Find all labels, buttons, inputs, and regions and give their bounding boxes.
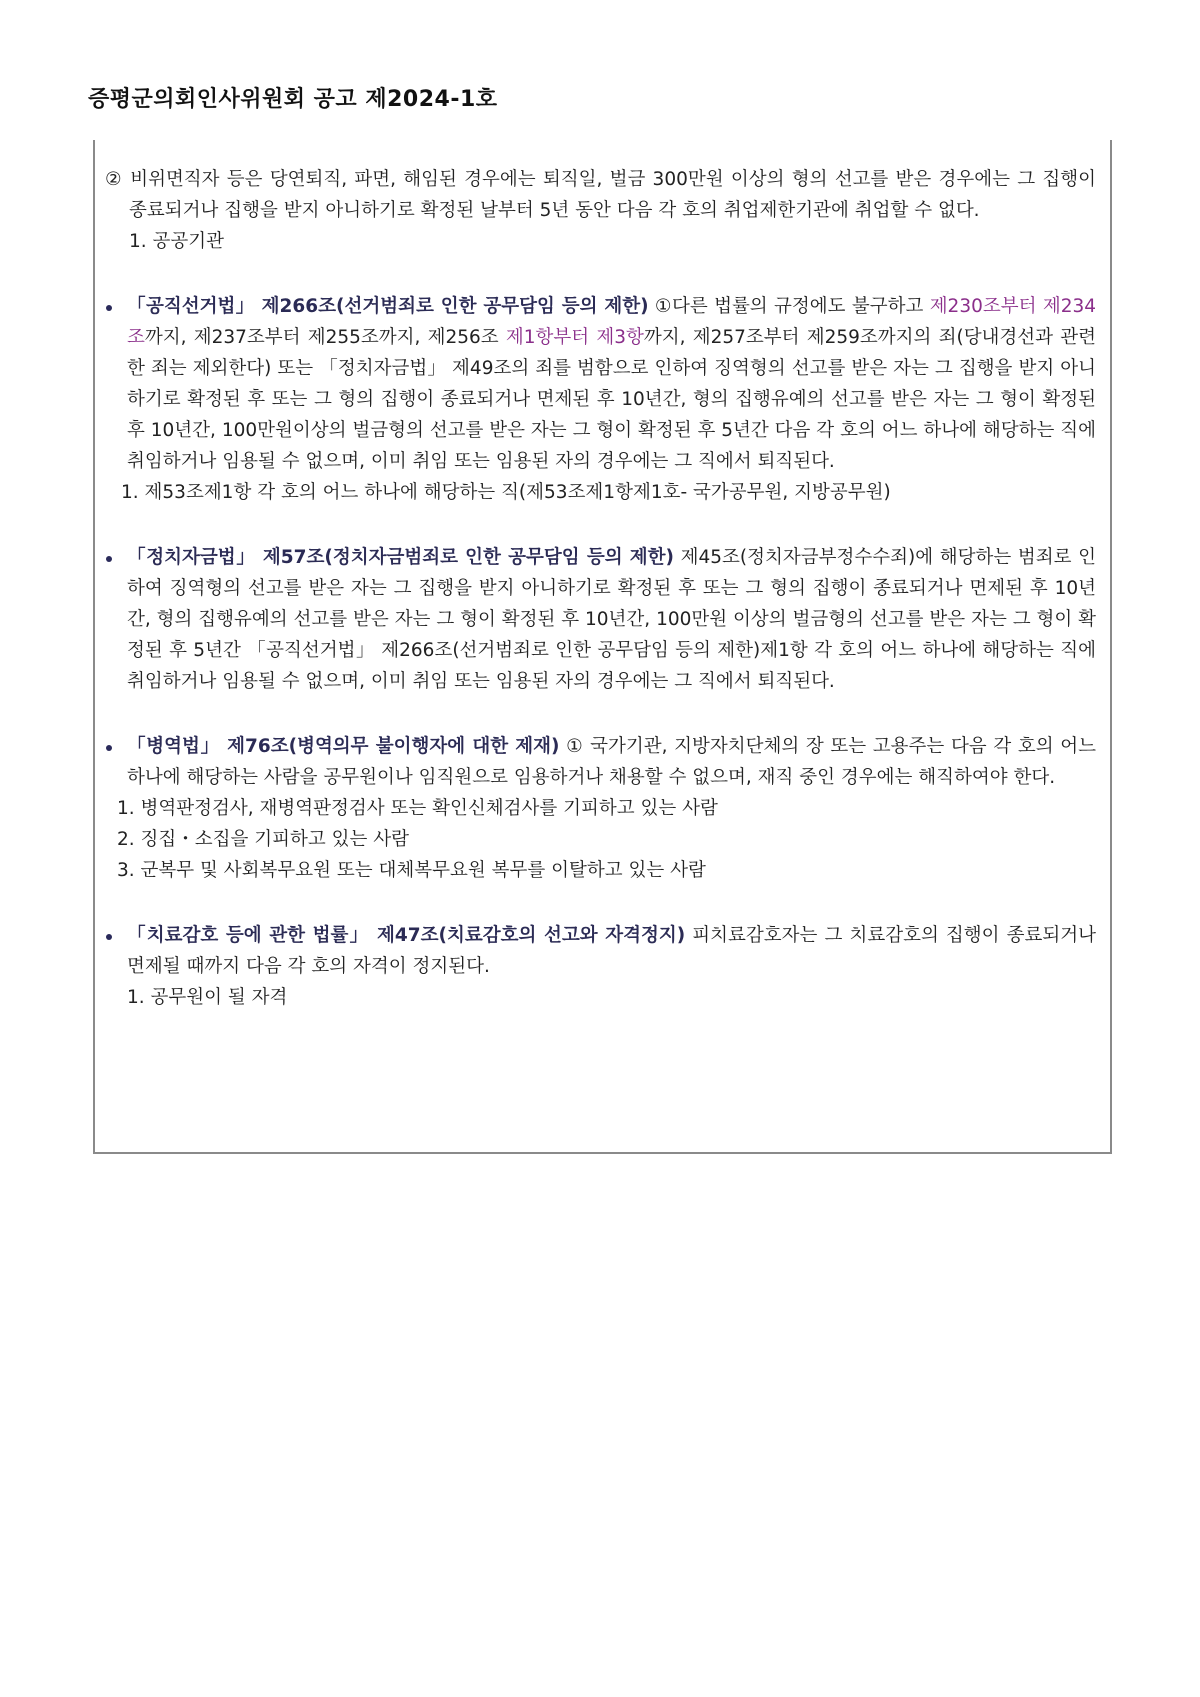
bullet-icon [106,556,112,562]
section-medical-custody-law [105,920,1096,1013]
paragraph [127,542,1096,697]
law-title: 「공직선거법」 제266조(선거범죄로 인한 공무담임 등의 제한) [127,296,649,317]
list-item: 1. 공공기관 [129,231,225,252]
law-title: 「치료감호 등에 관한 법률」 제47조(치료감호의 선고와 자격정지) [127,925,686,946]
law-title: 「병역법」 제76조(병역의무 불이행자에 대한 제재) [127,736,560,757]
list-item: 3. 군복무 및 사회복무요원 또는 대체복무요원 복무를 이탈하고 있는 사람 [117,860,706,881]
list-item: 1. 병역판정검사, 재병역판정검사 또는 확인신체검사를 기피하고 있는 사람 [117,798,718,819]
paragraph-text: 피치료감호자는 그 치료감호의 집행이 종료되거나 면제될 때까지 다음 각 호의 자격이 정지된다. [127,925,1096,977]
paragraph [127,731,1096,793]
notice-title: 증평군의회인사위원회 공고 제2024-1호 [88,87,498,112]
paragraph-text: ① 국가기관, 지방자치단체의 장 또는 고용주는 다음 각 호의 어느 하나에 해당하는 사람을 공무원이나 임직원으로 임용하거나 채용할 수 없으며, 재직 중인 경우에는 해직하여야 한다. [127,736,1096,788]
paragraph-text: 까지, 제257조부터 제259조까지의 죄(당내경선과 관련한 죄는 제외한다) 또는 「정치자금법」 제49조의 죄를 범함으로 인하여 징역형의 선고를 받은 자는 그 집행을 받지 아니하기로 확정된 후 또는 그 형의 집행이 종료되거나 면제된 후 10년간, 형의 집행유예의 선고를 받은 자는 그 형이 확정된 후 10년간, 100만원이상의 벌금형의 선고를 받은 자는 그 형이 확정된 후 5년간 다음 각 호의 어느 하나에 해당하는 직에 취임하거나 임용될 수 없으며, 이미 취임 또는 임용된 자의 경우에는 그 직에서 퇴직된다. [127,327,1097,472]
paragraph-text: 제45조(정치자금부정수수죄)에 해당하는 범죄로 인하여 징역형의 선고를 받은 자는 그 집행을 받지 아니하기로 확정된 후 또는 그 형의 집행이 종료되거나 면제된 후 10년간, 형의 집행유예의 선고를 받은 자는 그 형이 확정된 후 10년간, 100만원 이상의 벌금형의 선고를 받은 자는 그 형이 확정된 후 5년간 「공직선거법」 제266조(선거범죄로 인한 공무담임 등의 제한)제1항 각 호의 어느 하나에 해당하는 직에 취임하거나 임용될 수 없으며, 이미 취임 또는 임용된 자의 경우에는 그 직에서 퇴직된다. [127,547,1097,692]
clause-number: ② [105,169,123,190]
section-dismissed-officials [105,164,1096,257]
highlighted-text: 제230조부터 제234조 [127,296,1097,348]
bullet-icon [106,745,112,751]
content-box [93,140,1112,1154]
paragraph [105,164,1096,226]
bullet-icon [106,934,112,940]
list-item: 1. 제53조제1항 각 호의 어느 하나에 해당하는 직(제53조제1항제1호- 국가공무원, 지방공무원) [121,482,891,503]
section-military-service-law [105,731,1096,886]
paragraph-text: 비위면직자 등은 당연퇴직, 파면, 해임된 경우에는 퇴직일, 벌금 300만원 이상의 형의 선고를 받은 경우에는 그 집행이 종료되거나 집행을 받지 아니하기로 확정된 날부터 5년 동안 다음 각 호의 취업제한기관에 취업할 수 없다. [122,169,1096,221]
bullet-icon [106,305,112,311]
section-election-law [105,291,1096,508]
law-title: 「정치자금법」 제57조(정치자금범죄로 인한 공무담임 등의 제한) [127,547,674,568]
list-item: 1. 공무원이 될 자격 [127,987,288,1008]
highlighted-text: 제1항부터 제3항 [505,327,644,348]
paragraph-text: 까지, 제237조부터 제255조까지, 제256조 [144,327,506,348]
list-item: 2. 징집・소집을 기피하고 있는 사람 [117,829,409,850]
paragraph-text: ①다른 법률의 규정에도 불구하고 [648,296,930,317]
paragraph [127,291,1096,477]
section-political-funds-law [105,542,1096,697]
paragraph [127,920,1096,982]
